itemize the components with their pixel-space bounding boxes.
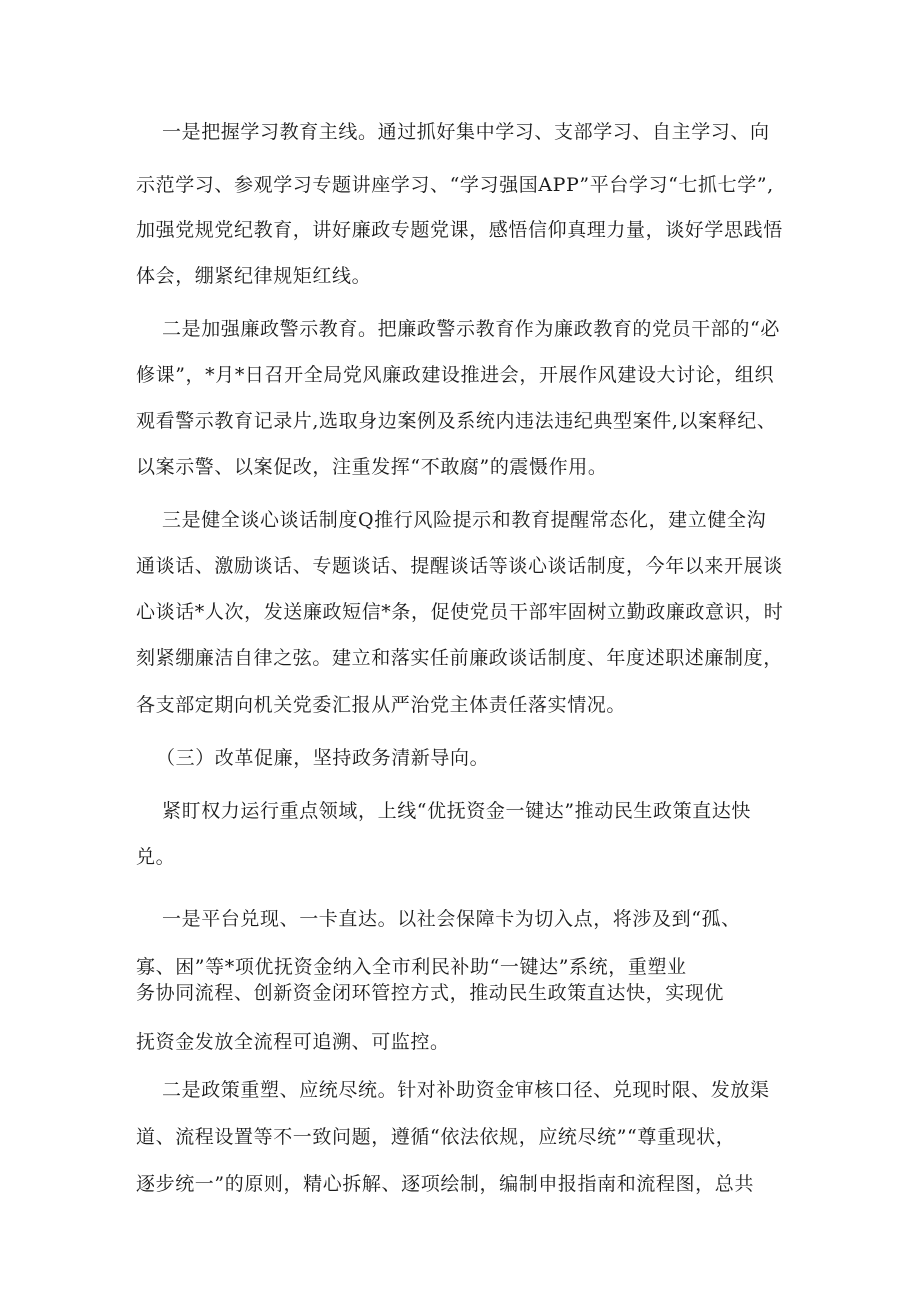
text-line: 以案示警、以案促改，注重发挥“不敢腐”的震慑作用。 (136, 456, 608, 478)
text-line: 道、流程设置等不一致问题，遵循“依法依规，应统尽统”“尊重现状， (136, 1126, 736, 1148)
text-line: 一是把握学习教育主线。通过抓好集中学习、支部学习、自主学习、向 (162, 121, 770, 143)
text-line: 加强党规党纪教育，讲好廉政专题党课，感悟信仰真理力量，谈好学思践悟 (136, 219, 783, 241)
text-line: 务协同流程、创新资金闭环管控方式，推动民生政策直达快，实现优 (136, 982, 725, 1004)
text-line: 三是健全谈心谈话制度Q推行风险提示和教育提醒常态化，建立健全沟 (162, 509, 767, 531)
text-line: 抚资金发放全流程可追溯、可监控。 (136, 1031, 450, 1053)
text-line: 紧盯权力运行重点领域，上线“优抚资金一键达”推动民生政策直达快 (162, 800, 752, 822)
text-line: 刻紧绷廉洁自律之弦。建立和落实任前廉政谈话制度、年度述职述廉制度， (136, 647, 783, 669)
text-line: 兑。 (136, 846, 176, 868)
section-heading: （三）改革促廉，坚持政务清新导向。 (156, 747, 490, 769)
text-line: 通谈话、激励谈话、专题谈话、提醒谈话等谈心谈话制度，今年以来开展谈 (136, 555, 783, 577)
text-line: 体会，绷紧纪律规矩红线。 (136, 265, 372, 287)
text-line: 逐步统一”的原则，精心拆解、逐项绘制，编制申报指南和流程图，总共 (136, 1173, 754, 1195)
text-line: 一是平台兑现、一卡直达。以社会保障卡为切入点，将涉及到“孤、 (162, 908, 741, 930)
text-line: 二是加强廉政警示教育。把廉政警示教育作为廉政教育的党员干部的“必 (162, 318, 780, 340)
text-line: 寡、困”等*项优抚资金纳入全市利民补助“一键达”系统，重塑业 (136, 956, 687, 978)
text-line: 示范学习、参观学习专题讲座学习、“学习强国APP”平台学习“七抓七学”, (136, 174, 774, 196)
text-line: 二是政策重塑、应统尽统。针对补助资金审核口径、兑现时限、发放渠 (162, 1079, 770, 1101)
text-line: 各支部定期向机关党委汇报从严治党主体责任落实情况。 (136, 694, 627, 716)
text-line: 心谈话*人次，发送廉政短信*条，促使党员干部牢固树立勤政廉政意识，时 (136, 601, 784, 623)
text-line: 观看警示教育记录片,选取身边案例及系统内违法违纪典型案件,以案释纪、 (136, 410, 777, 432)
text-line: 修课”，*月*日召开全局党风廉政建设推进会，开展作风建设大讨论，组织 (136, 364, 775, 386)
